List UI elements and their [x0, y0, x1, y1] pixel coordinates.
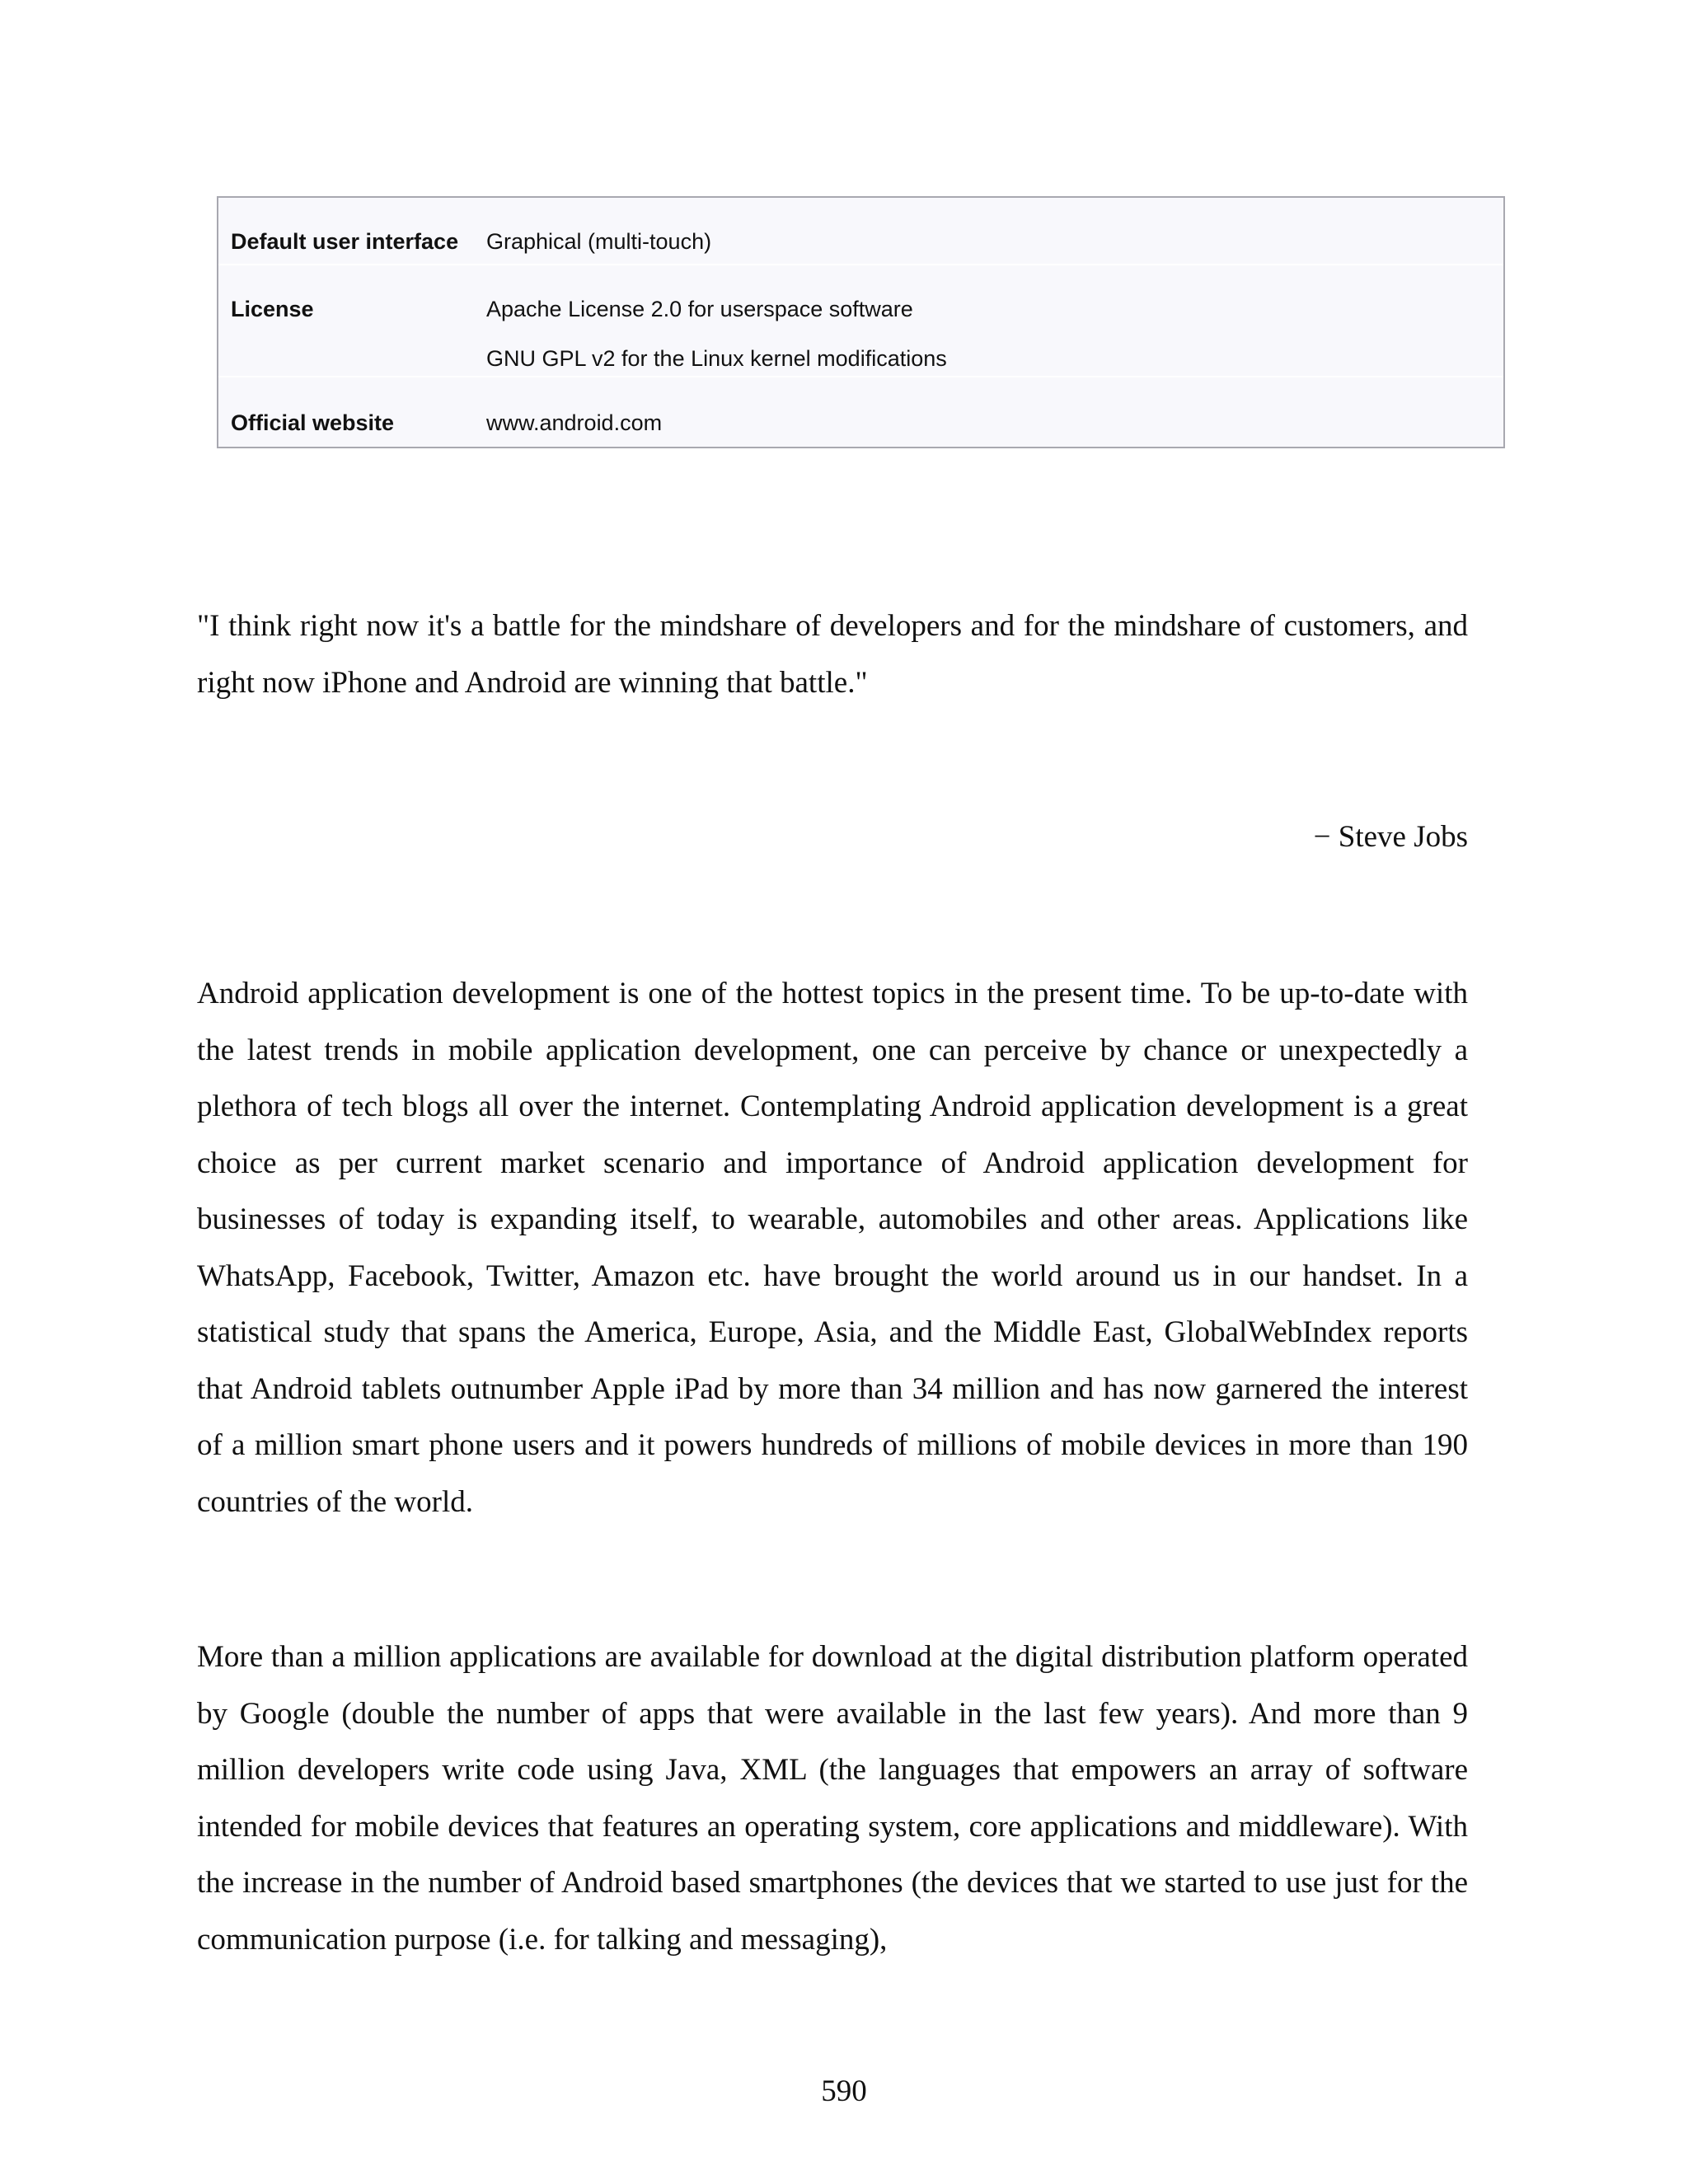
infobox-value-line: GNU GPL v2 for the Linux kernel modifications	[486, 346, 947, 371]
infobox-value-line: Apache License 2.0 for userspace software	[486, 297, 913, 321]
infobox-row-license	[218, 264, 1503, 377]
page-number: 590	[821, 2074, 867, 2108]
infobox-row-official-website	[218, 376, 1503, 448]
infobox-row-edge	[1503, 198, 1505, 264]
paragraph-applications-available: More than a million applications are available for download at the digital distribution platform operated by Google (double the number of apps that were available in the last few years). And more than 9 million developers write code using Java, XML (the languages that empowers an array of software intended for mobile devices that features an operating system, core applications and middleware). With the increase in the number of Android based smartphones (the devices that we started to use just for the communication purpose (i.e. for talking and messaging),	[197, 1640, 1468, 1957]
infobox-value-line: www.android.com	[486, 410, 663, 435]
infobox-key: Official website	[231, 410, 395, 435]
paragraph-android-development: Android application development is one of the hottest topics in the present time. To be up-to-date with the latest trends in mobile application development, one can perceive by chance or unexpectedly a plethora of tech blogs all over the internet. Contemplating Android application development is a great choice as per current market scenario and importance of Android application development for businesses of today is expanding itself, to wearable, automobiles and other areas. Applications like WhatsApp, Facebook, Twitter, Amazon etc. have brought the world around us in our handset. In a statistical study that spans the America, Europe, Asia, and the Middle East, GlobalWebIndex reports that Android tablets outnumber Apple iPad by more than 34 million and has now garnered the interest of a million smart phone users and it powers hundreds of millions of mobile devices in more than 190 countries of the world.	[197, 977, 1468, 1519]
infobox-row-default-ui	[218, 198, 1503, 264]
infobox-key: License	[231, 297, 314, 321]
steve-jobs-quote: "I think right now it's a battle for the mindshare of developers and for the mindshare of customers, and right now iPhone and Android are winning that battle."	[197, 609, 1468, 700]
infobox-value	[486, 410, 662, 460]
quote-attribution: − Steve Jobs	[1313, 820, 1468, 854]
infobox-table	[217, 196, 1505, 448]
infobox-key: Default user interface	[231, 229, 459, 254]
infobox-value-line: Graphical (multi-touch)	[486, 229, 712, 254]
infobox-row-edge	[1503, 265, 1505, 377]
